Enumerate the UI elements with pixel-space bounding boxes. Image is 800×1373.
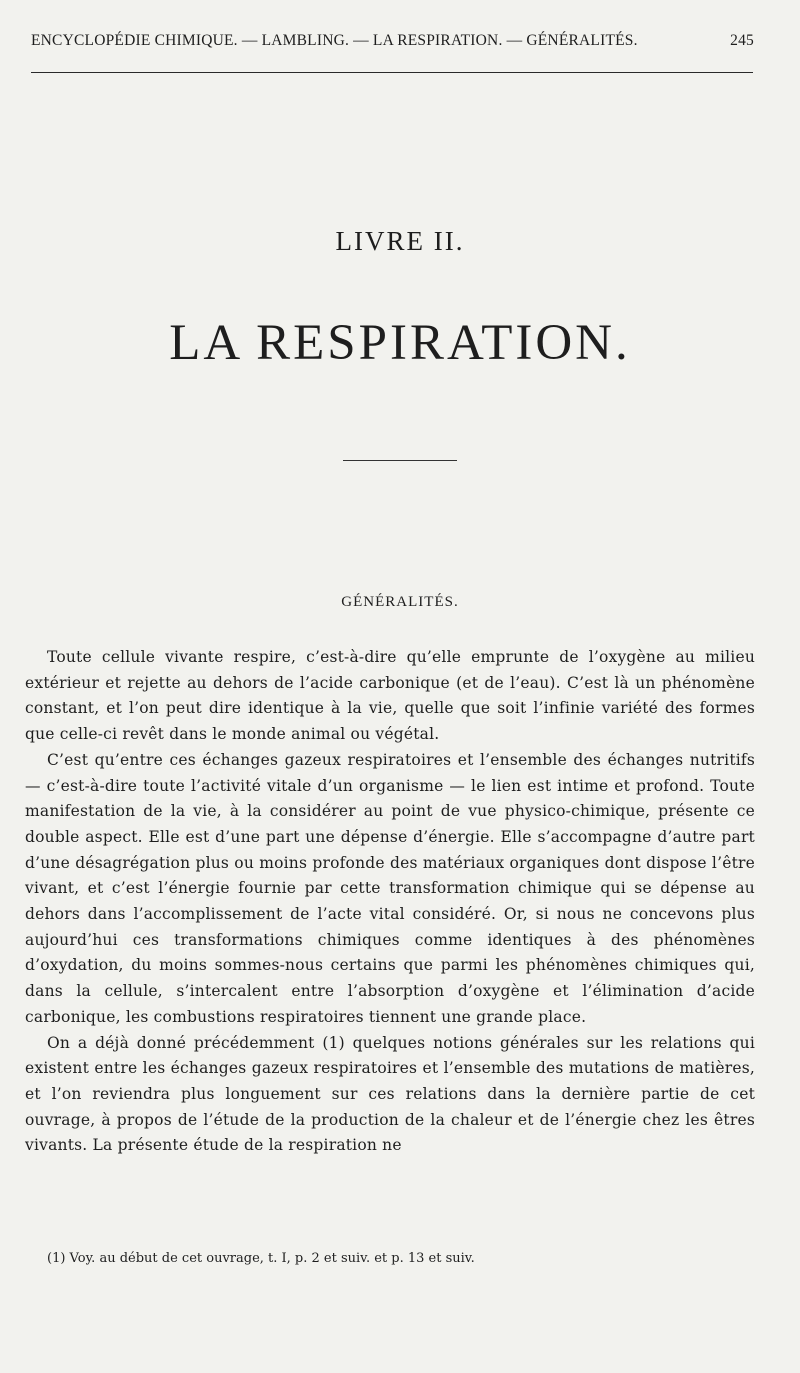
- paragraph: C’est qu’entre ces échanges gazeux respiratoires et l’ensemble des échanges nutritifs — c’est-à-dire toute l’activité vitale d’un organisme — le lien est intime et profond. Toute manifestation de la vie, à la considérer au point de vue physico-chimique, présente ce double aspect. Elle est d’une part une dépense d’énergie. Elle s’accompagne d’autre part d’une désagrégation plus ou moins profonde des matériaux organiques dont dispose l’être vivant, et c’est l’énergie fournie par cette transformation chimique qui se dépense au dehors dans l’accomplissement de l’acte vital considéré. Or, si nous ne concevons plus aujourd’hui ces transformations chimiques comme identiques à des phénomènes d’oxydation, du moins sommes-nous certains que parmi les phénomènes chimiques qui, dans la cellule, s’intercalent entre l’absorption d’oxygène et l’élimination d’acide carbonique, les combustions respiratoires tiennent une grande place.: [25, 750, 755, 1026]
- body-text: [25, 645, 755, 1159]
- title-rule: [343, 460, 457, 461]
- section-heading: GÉNÉRALITÉS.: [341, 594, 459, 610]
- book-title: LA RESPIRATION.: [169, 315, 631, 371]
- paragraph: On a déjà donné précédemment (1) quelques notions générales sur les relations qui existent entre les échanges gazeux respiratoires et l’ensemble des mutations de matières, et l’on reviendra plus longuement sur ces relations dans la dernière partie de cet ouvrage, à propos de l’étude de la production de la chaleur et de l’énergie chez les êtres vivants. La présente étude de la respiration ne: [25, 1033, 755, 1155]
- page-number: 245: [730, 32, 754, 49]
- footnote: (1) Voy. au début de cet ouvrage, t. I, p. 2 et suiv. et p. 13 et suiv.: [47, 1251, 475, 1266]
- paragraph: Toute cellule vivante respire, c’est-à-dire qu’elle emprunte de l’oxygène au milieu extérieur et rejette au dehors de l’acide carbonique (et de l’eau). C’est là un phénomène constant, et l’on peut dire identique à la vie, quelle que soit l’infinie variété des formes que celle-ci revêt dans le monde animal ou végétal.: [25, 648, 755, 744]
- running-title: ENCYCLOPÉDIE CHIMIQUE. — LAMBLING. — LA RESPIRATION. — GÉNÉRALITÉS.: [31, 32, 638, 49]
- header-rule: [31, 72, 753, 73]
- running-header: [31, 32, 754, 52]
- book-label: LIVRE II.: [335, 226, 465, 256]
